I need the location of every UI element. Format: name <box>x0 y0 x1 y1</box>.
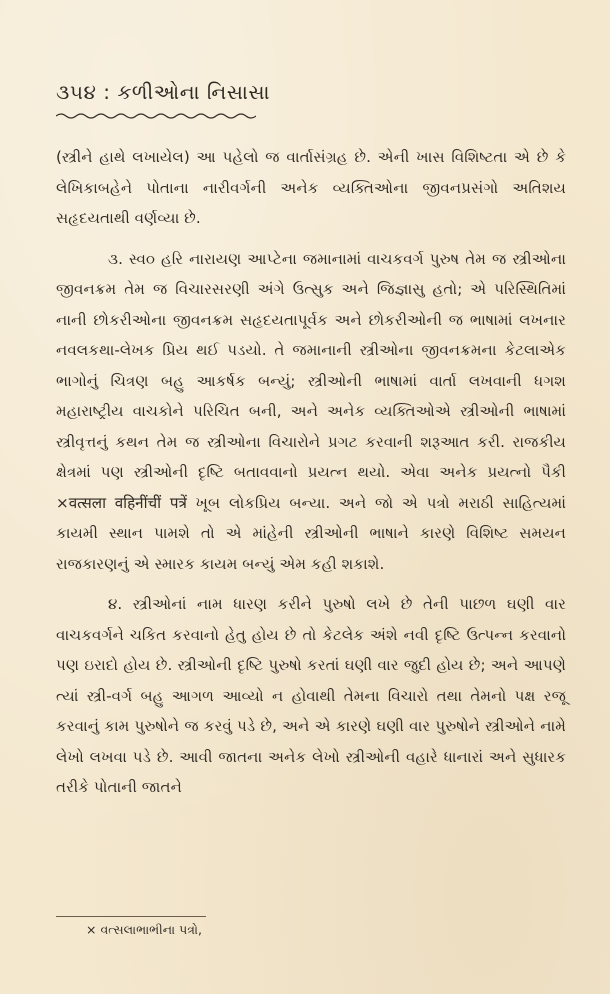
footnote-divider <box>56 916 206 917</box>
page-heading: ૩૫૪ : કળીઓના નિસાસા <box>56 80 270 104</box>
paragraph-1: (સ્ત્રીને હાથે લખાયેલ) આ પહેલો જ વાર્તાસંગ્રહ છે. એની ખાસ વિશિષ્ટતા એ છે કે લેખિકાબહેને પોતાના નારીવર્ગની અનેક વ્યક્તિઓના જીવનપ્રસંગો અતિશય સહૃદયતાથી વર્ણવ્યા છે. <box>56 148 566 227</box>
heading-wavy-rule <box>56 112 256 120</box>
paragraph-3: ૪. સ્ત્રીઓનાં નામ ધારણ કરીને પુરુષો લખે છે તેની પાછળ ઘણી વાર વાચકવર્ગને ચકિત કરવાનો હેતુ હોય છે તો કેટલેક અંશે નવી દૃષ્ટિ ઉત્પન્ન કરવાનો પણ ઇરાદો હોય છે. સ્ત્રીઓની દૃષ્ટિ પુરુષો કરતાં ઘણી વાર જુદી હોય છે; અને આપણે ત્યાં સ્ત્રી-વર્ગ બહુ આગળ આવ્યો ન હોવાથી તેમના વિચારો તથા તેમનો પક્ષ રજૂ કરવાનું કામ પુરુષોને જ કરવું પડે છે, અને એ કારણે ઘણી વાર પુરુષોને સ્ત્રીઓને નામે લેખો લખવા પડે છે. આવી જાતના અનેક લેખો સ્ત્રીઓની વહારે ધાનારાં અને સુધારક તરીકે પોતાની જાતને <box>56 595 566 796</box>
paragraph-2: ૩. સ્વ૦ હરિ નારાયણ આપ્ટેના જમાનામાં વાચકવર્ગ પુરુષ તેમ જ સ્ત્રીઓના જીવનક્રમ તેમ જ વિચારસરણી અંગે ઉત્સુક અને જિજ્ઞાસુ હતો; એ પરિસ્થિતિમાં નાની છોકરીઓના જીવનક્રમ સહૃદયતાપૂર્વક અને છોકરીઓની જ ભાષામાં લખનાર નવલકથા-લેખક પ્રિય થઈ પડયો. તે જમાનાની સ્ત્રીઓના જીવનક્રમના કેટલાએક ભાગોનું ચિત્રણ બહુ આકર્ષક બન્યું; સ્ત્રીઓની ભાષામાં વાર્તા લખવાની ધગશ મહારાષ્ટ્રીય વાચકોને પરિચિત બની, અને અનેક વ્યક્તિઓએ સ્ત્રીઓની ભાષામાં સ્ત્રીવૃત્તનું કથન તેમ જ સ્ત્રીઓના વિચારોને પ્રગટ કરવાની શરૂઆત કરી. રાજકીય ક્ષેત્રમાં પણ સ્ત્રીઓની દૃષ્ટિ બતાવવાનો પ્રયત્ન થયો. એવા અનેક પ્રયત્નો પૈકી ×वत्सला वहिनींचीं पत्रें ખૂબ લોકપ્રિય બન્યા. અને જો એ પત્રો મરાઠી સાહિત્યમાં કાયમી સ્થાન પામશે તો એ માંહેની સ્ત્રીઓની ભાષાને કારણે વિશિષ્ટ સમયન રાજકારણનું એ સ્મારક કાયમ બન્યું એમ કહી શકાશે. <box>56 249 566 573</box>
footnote: × વત્સલાભાભીના પત્રો, <box>86 922 202 937</box>
